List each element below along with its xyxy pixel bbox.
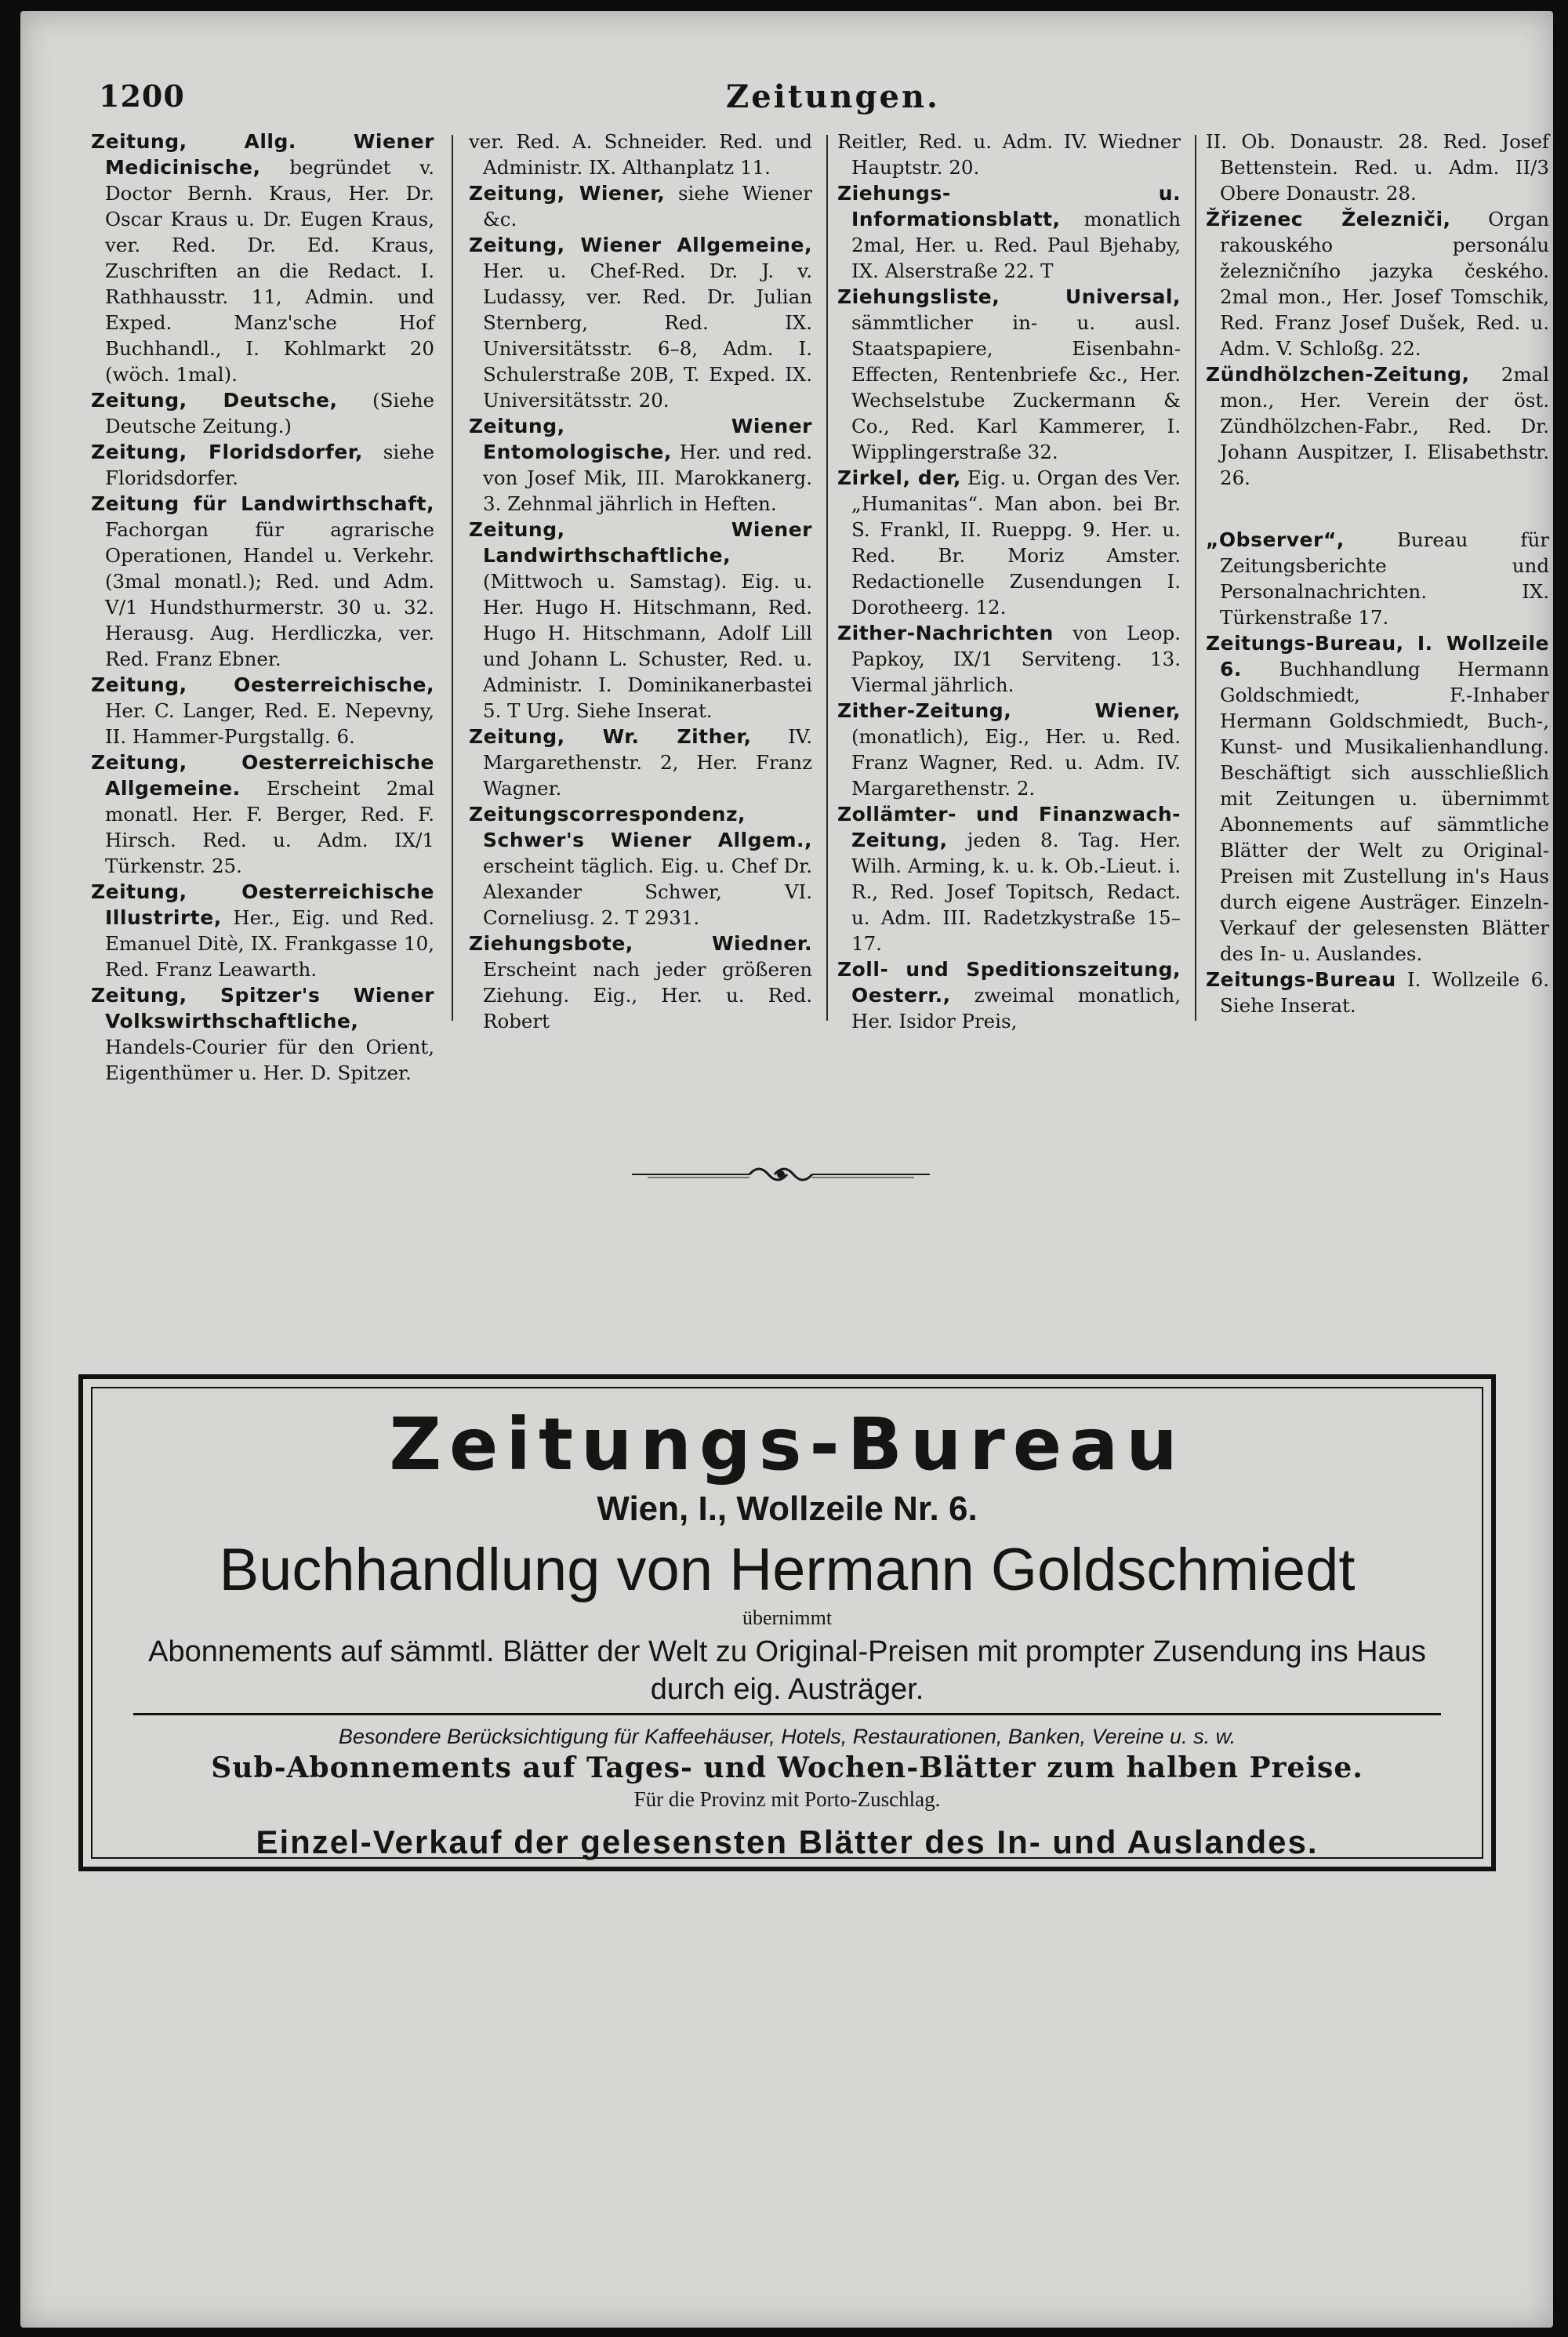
- directory-entry: [469, 413, 812, 517]
- entry-heading: Zeitung, Wiener Landwirthschaftliche,: [469, 518, 812, 567]
- directory-entry: [837, 620, 1181, 698]
- entry-heading: Zirkel, der,: [837, 466, 961, 489]
- entry-heading: Zeitung, Deutsche,: [91, 389, 338, 412]
- entry-heading: Zollämter- und Finanzwach-Zeitung,: [837, 803, 1181, 851]
- entry-spacer: [1206, 491, 1549, 527]
- entry-text: Erscheint nach jeder größeren Ziehung. Eig., Her. u. Red. Robert: [483, 958, 812, 1032]
- directory-entry: [469, 931, 812, 1034]
- directory-entry: [837, 180, 1181, 284]
- entry-text: Erscheint 2mal monatl. Her. F. Berger, Red. F. Hirsch. Red. u. Adm. IX/1 Türkenstr. 25.: [105, 777, 434, 877]
- ad-abonnements: Abonnements auf sämmtl. Blätter der Welt zu Original-Preisen mit prompter Zusendung ins Haus durch eig. Austräger.: [148, 1635, 1426, 1706]
- directory-entry: [837, 284, 1181, 465]
- column-4: [1206, 129, 1549, 1030]
- entry-text: siehe Wiener &c.: [483, 182, 812, 230]
- column-3: [837, 129, 1181, 1030]
- directory-entry: [91, 672, 434, 749]
- entry-heading: Zeitung, Oesterreichische Illustrirte,: [91, 880, 434, 929]
- directory-entry: [837, 801, 1181, 956]
- entry-heading: Zither-Zeitung, Wiener,: [837, 699, 1181, 722]
- entry-heading: Ziehungs- u. Informationsblatt,: [837, 182, 1181, 230]
- entry-text: II. Ob. Donaustr. 28. Red. Josef Bettenstein. Red. u. Adm. II/3 Obere Donaustr. 28.: [1206, 130, 1549, 205]
- directory-page: [20, 11, 1553, 2328]
- entry-text: I. Wollzeile 6. Siehe Inserat.: [1220, 968, 1549, 1017]
- entry-text: Reitler, Red. u. Adm. IV. Wiedner Hauptstr. 20.: [837, 130, 1181, 179]
- ad-address: Wien, I., Wollzeile Nr. 6.: [597, 1490, 978, 1528]
- advertisement-inner-frame: [91, 1387, 1483, 1859]
- ad-title: Zeitungs-Bureau: [389, 1403, 1185, 1486]
- entry-heading: Zündhölzchen-Zeitung,: [1206, 363, 1470, 386]
- directory-entry: [1206, 361, 1549, 491]
- directory-entry: [91, 982, 434, 1086]
- ad-province: Für die Provinz mit Porto-Zuschlag.: [633, 1787, 941, 1811]
- ad-sub-abonnements: Sub-Abonnements auf Tages- und Wochen-Blätter zum halben Preise.: [211, 1751, 1363, 1784]
- directory-entry: [837, 465, 1181, 620]
- directory-entry: [469, 180, 812, 232]
- entry-heading: Zeitung, Wiener Allgemeine,: [469, 234, 812, 256]
- entry-heading: Zeitungs-Bureau, I. Wollzeile 6.: [1206, 632, 1549, 680]
- ad-shop-name: Buchhandlung von Hermann Goldschmiedt: [219, 1537, 1356, 1603]
- column-rule: [452, 135, 453, 1021]
- ad-takes: übernimmt: [742, 1606, 833, 1629]
- entry-text: begründet v. Doctor Bernh. Kraus, Her. Dr. Oscar Kraus u. Dr. Eugen Kraus, ver. Red. Dr. Ed. Kraus, Zuschriften an die Redact. I. Rathhausstr. 11, Admin. und Exped. Manz'sche Hof Buchhandl., I. Kohlmarkt 20 (wöch. 1mal).: [105, 156, 434, 386]
- entry-text: IV. Margarethenstr. 2, Her. Franz Wagner.: [483, 725, 812, 800]
- entry-text: Bureau für Zeitungsberichte und Personalnachrichten. IX. Türkenstraße 17.: [1220, 528, 1549, 629]
- directory-entry: [469, 724, 812, 801]
- entry-text: von Leop. Papkoy, IX/1 Serviteng. 13. Viermal jährlich.: [851, 622, 1181, 696]
- directory-entry: [91, 879, 434, 982]
- entry-heading: Žřizenec Železniči,: [1206, 208, 1451, 230]
- entry-heading: Zeitung, Spitzer's Wiener Volkswirthschaftliche,: [91, 984, 434, 1032]
- ornament-divider: [632, 1157, 930, 1192]
- advertisement: [78, 1374, 1496, 1871]
- entry-heading: Ziehungsliste, Universal,: [837, 285, 1181, 308]
- directory-entry: [837, 129, 1181, 180]
- directory-entry: [1206, 630, 1549, 967]
- entry-text: Her. und red. von Josef Mik, III. Marokkanerg. 3. Zehnmal jährlich in Heften.: [483, 441, 812, 515]
- entry-text: (Mittwoch u. Samstag). Eig. u. Her. Hugo H. Hitschmann, Red. Hugo H. Hitschmann, Adolf Lill und Johann L. Schuster, Red. u. Administr. I. Dominikanerbastei 5. T Urg. Siehe Inserat.: [483, 570, 812, 722]
- entry-heading: Zeitung, Oesterreichische Allgemeine.: [91, 751, 434, 800]
- entry-text: Handels-Courier für den Orient, Eigenthümer u. Her. D. Spitzer.: [105, 1036, 434, 1084]
- entry-heading: Zeitung für Landwirthschaft,: [91, 492, 434, 515]
- directory-entry: [91, 387, 434, 439]
- entry-text: erscheint täglich. Eig. u. Chef Dr. Alexander Schwer, VI. Corneliusg. 2. T 2931.: [483, 855, 812, 929]
- directory-entry: [469, 232, 812, 413]
- entry-heading: Zither-Nachrichten: [837, 622, 1054, 644]
- directory-entry: [91, 749, 434, 879]
- directory-entry: [469, 129, 812, 180]
- column-rule: [826, 135, 828, 1021]
- ad-rule: [133, 1713, 1441, 1715]
- running-head: Zeitungen.: [726, 78, 940, 115]
- entry-heading: Zeitung, Wr. Zither,: [469, 725, 752, 748]
- entry-text: jeden 8. Tag. Her. Wilh. Arming, k. u. k. Ob.-Lieut. i. R., Red. Josef Topitsch, Redact. u. Adm. III. Radetzkystraße 15–17.: [851, 829, 1181, 955]
- entry-text: siehe Floridsdorfer.: [105, 441, 434, 489]
- entry-heading: Zoll- und Speditionszeitung, Oesterr.,: [837, 958, 1181, 1007]
- entry-heading: Zeitung, Floridsdorfer,: [91, 441, 363, 463]
- directory-entry: [91, 491, 434, 672]
- directory-entry: [469, 517, 812, 724]
- entry-heading: Ziehungsbote, Wiedner.: [469, 932, 812, 955]
- entry-text: Her. C. Langer, Red. E. Nepevny, II. Hammer-Purgstallg. 6.: [105, 699, 434, 748]
- ad-einzel-verkauf: Einzel-Verkauf der gelesensten Blätter des In- und Auslandes.: [256, 1824, 1319, 1860]
- entry-text: Her. u. Chef-Red. Dr. J. v. Ludassy, ver. Red. Dr. Julian Sternberg, Red. IX. Universitätsstr. 6–8, Adm. I. Schulerstraße 20B, T. Exped. IX. Universitätsstr. 20.: [483, 259, 812, 412]
- entry-text: monatlich 2mal, Her. u. Red. Paul Bjehaby, IX. Alserstraße 22. T: [851, 208, 1181, 282]
- column-1: [91, 129, 434, 1084]
- ad-special: Besondere Berücksichtigung für Kaffeehäuser, Hotels, Restaurationen, Banken, Vereine u. s. w.: [338, 1725, 1236, 1748]
- entry-text: 2mal mon., Her. Verein der öst. Zündhölzchen-Fabr., Red. Dr. Johann Auspitzer, I. Elisabethstr. 26.: [1220, 363, 1549, 489]
- directory-entry: [91, 439, 434, 491]
- entry-heading: Zeitung, Wiener Entomologische,: [469, 415, 812, 463]
- entry-text: sämmtlicher in- u. ausl. Staatspapiere, Eisenbahn-Effecten, Rentenbriefe &c., Her. Wechselstube Zuckermann & Co., Red. Karl Kammerer, I. Wipplingerstraße 32.: [851, 311, 1181, 463]
- entry-text: ver. Red. A. Schneider. Red. und Administr. IX. Althanplatz 11.: [469, 130, 812, 179]
- entry-heading: Zeitungs-Bureau: [1206, 968, 1396, 991]
- directory-entry: [91, 129, 434, 387]
- entry-heading: Zeitung, Wiener,: [469, 182, 666, 205]
- entry-heading: Zeitung, Oesterreichische,: [91, 673, 434, 696]
- entry-text: (monatlich), Eig., Her. u. Red. Franz Wagner, Red. u. Adm. IV. Margarethenstr. 2.: [851, 725, 1181, 800]
- directory-entry: [1206, 206, 1549, 361]
- entry-text: Fachorgan für agrarische Operationen, Handel u. Verkehr. (3mal monatl.); Red. und Adm. V/1 Hundsthurmerstr. 30 u. 32. Herausg. Aug. Herdliczka, ver. Red. Franz Ebner.: [105, 518, 434, 670]
- directory-entry: [1206, 967, 1549, 1018]
- entry-text: (Siehe Deutsche Zeitung.): [105, 389, 434, 437]
- directory-entry: [1206, 527, 1549, 630]
- column-2: [469, 129, 812, 1030]
- entry-heading: Zeitung, Allg. Wiener Medicinische,: [91, 130, 434, 179]
- entry-heading: Zeitungscorrespondenz, Schwer's Wiener Allgem.,: [469, 803, 812, 851]
- directory-entry: [837, 956, 1181, 1034]
- entry-text: zweimal monatlich, Her. Isidor Preis,: [851, 984, 1181, 1032]
- directory-entry: [1206, 129, 1549, 206]
- page-number: 1200: [99, 78, 185, 114]
- entry-text: Organ rakouského personálu železničního jazyka českého. 2mal mon., Her. Josef Tomschik, Red. Franz Josef Dušek, Red. u. Adm. V. Schloßg. 22.: [1220, 208, 1549, 360]
- directory-entry: [837, 698, 1181, 801]
- directory-columns: [91, 129, 1549, 1084]
- entry-text: Eig. u. Organ des Ver. „Humanitas“. Man abon. bei Br. S. Frankl, II. Rueppg. 9. Her. u. Red. Br. Moriz Amster. Redactionelle Zusendungen I. Dorotheerg. 12.: [851, 466, 1181, 619]
- entry-text: Her., Eig. und Red. Emanuel Ditè, IX. Frankgasse 10, Red. Franz Leawarth.: [105, 906, 434, 981]
- entry-heading: „Observer“,: [1206, 528, 1345, 551]
- directory-entry: [469, 801, 812, 931]
- column-rule: [1195, 135, 1196, 1021]
- entry-text: Buchhandlung Hermann Goldschmiedt, F.-Inhaber Hermann Goldschmiedt, Buch-, Kunst- und Musikalienhandlung. Beschäftigt sich ausschließlich mit Zeitungen u. übernimmt Abonnements auf sämmtliche Blätter der Welt zu Original-Preisen mit Zustellung in's Haus durch eigene Austräger. Einzeln-Verkauf der gelesensten Blätter des In- u. Auslandes.: [1220, 658, 1549, 965]
